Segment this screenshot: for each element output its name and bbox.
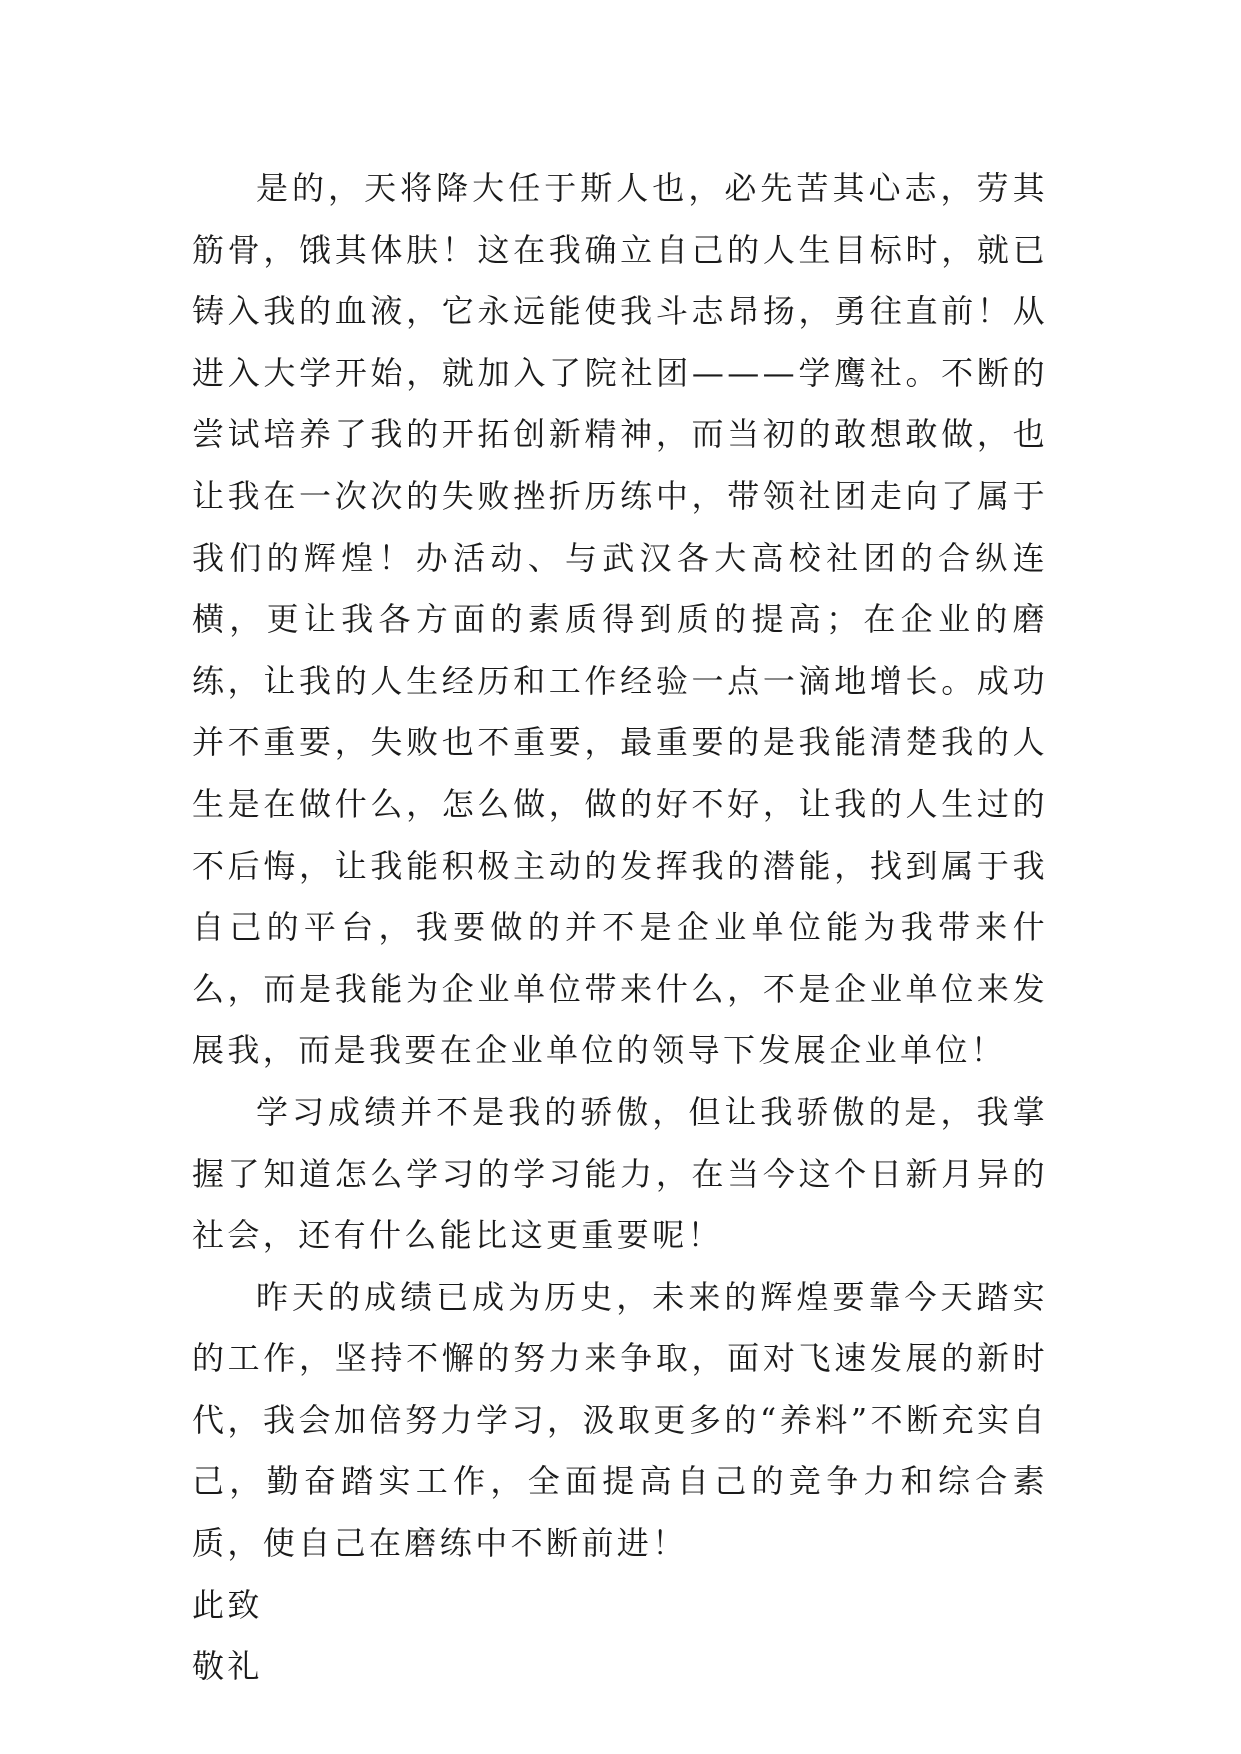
letter-body [192,158,1048,1698]
closing-regards: 敬礼 [192,1647,263,1686]
paragraph-2: 学习成绩并不是我的骄傲，但让我骄傲的是，我掌握了知道怎么学习的学习能力，在当今这个日新月异的社会，还有什么能比这更重要呢！ [192,1092,1048,1255]
closing-salutation: 此致 [192,1585,263,1624]
paragraph-1: 是的，天将降大任于斯人也，必先苦其心志，劳其筋骨，饿其体肤！这在我确立自己的人生目标时，就已铸入我的血液，它永远能使我斗志昂扬，勇往直前！从进入大学开始，就加入了院社团———学鹰社。不断的尝试培养了我的开拓创新精神，而当初的敢想敢做，也让我在一次次的失败挫折历练中，带领社团走向了属于我们的辉煌！办活动、与武汉各大高校社团的合纵连横，更让我各方面的素质得到质的提高；在企业的磨练，让我的人生经历和工作经验一点一滴地增长。成功并不重要，失败也不重要，最重要的是我能清楚我的人生是在做什么，怎么做，做的好不好，让我的人生过的不后悔，让我能积极主动的发挥我的潜能，找到属于我自己的平台，我要做的并不是企业单位能为我带来什么，而是我能为企业单位带来什么，不是企业单位来发展我，而是我要在企业单位的领导下发展企业单位！ [192,169,1048,1070]
paragraph-3: 昨天的成绩已成为历史，未来的辉煌要靠今天踏实的工作，坚持不懈的努力来争取，面对飞速发展的新时代，我会加倍努力学习，汲取更多的“养料”不断充实自己，勤奋踏实工作，全面提高自己的竞争力和综合素质，使自己在磨练中不断前进！ [192,1277,1048,1563]
